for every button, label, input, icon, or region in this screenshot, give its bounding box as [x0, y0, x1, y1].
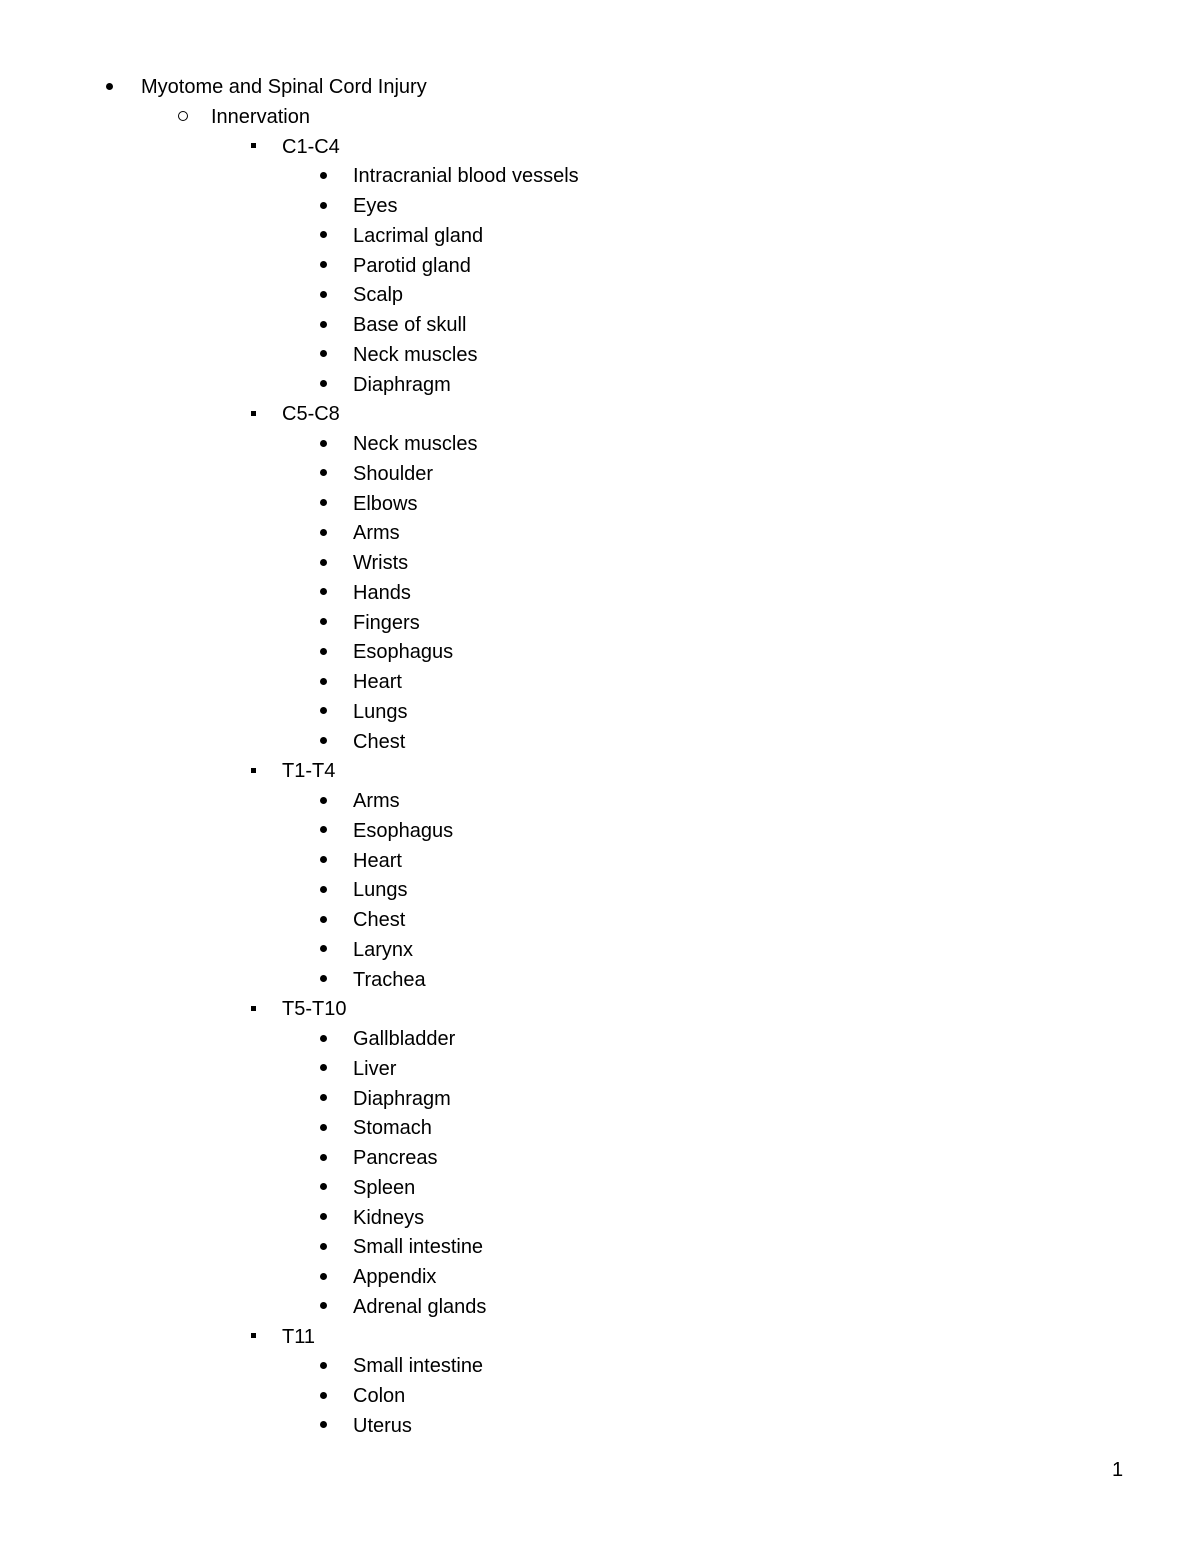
- bullet-dot-icon: [316, 579, 330, 607]
- list-item-text: Esophagus: [353, 819, 454, 842]
- bullet-dot-icon: [316, 371, 330, 399]
- bullet-dot-icon: [316, 162, 330, 190]
- bullet-dot-icon: [316, 1233, 330, 1261]
- list-item-text: Small intestine: [353, 1355, 484, 1378]
- list-item-text: Neck muscles: [353, 433, 478, 455]
- list-item-text: Liver: [353, 1057, 397, 1080]
- bullet-dot-icon: [316, 1382, 330, 1410]
- bullet-dot-icon: [316, 1174, 330, 1202]
- list-item-text: Lungs: [353, 700, 408, 723]
- list-item-text: Appendix: [353, 1266, 437, 1288]
- list-item-text: Chest: [353, 730, 406, 753]
- list-item-text: Diaphragm: [353, 1087, 451, 1110]
- list-item-text: Uterus: [353, 1414, 412, 1437]
- bullet-dot-icon: [316, 1085, 330, 1113]
- bullet-dot-icon: [102, 73, 116, 101]
- bullet-dot-icon: [316, 847, 330, 875]
- list-item-text: Larynx: [353, 938, 414, 961]
- bullet-dot-icon: [316, 281, 330, 309]
- list-item-text: Trachea: [353, 968, 426, 991]
- bullet-square-icon: [246, 133, 260, 161]
- bullet-dot-icon: [316, 728, 330, 756]
- bullet-dot-icon: [316, 668, 330, 696]
- list-item-text: Wrists: [353, 552, 409, 574]
- list-item-text: Kidneys: [353, 1206, 425, 1229]
- bullet-dot-icon: [316, 430, 330, 458]
- list-item-text: Stomach: [353, 1117, 432, 1140]
- list-item-text: Colon: [353, 1385, 406, 1407]
- bullet-dot-icon: [316, 490, 330, 518]
- list-item-text: Heart: [353, 849, 402, 872]
- bullet-dot-icon: [316, 1055, 330, 1083]
- list-item-text: Esophagus: [353, 641, 454, 664]
- bullet-square-icon: [246, 1323, 260, 1351]
- segment-label-text: T11: [282, 1325, 315, 1348]
- bullet-dot-icon: [316, 311, 330, 339]
- list-item-text: Gallbladder: [353, 1028, 456, 1050]
- segment-label-text: C5-C8: [282, 403, 340, 426]
- bullet-dot-icon: [316, 817, 330, 845]
- bullet-dot-icon: [316, 549, 330, 577]
- list-item-text: Small intestine: [353, 1236, 484, 1259]
- bullet-dot-icon: [316, 1293, 330, 1321]
- list-item-text: Heart: [353, 671, 402, 693]
- list-item-text: Arms: [353, 790, 400, 812]
- list-item-text: Eyes: [353, 195, 398, 217]
- list-item-text: Hands: [353, 581, 411, 604]
- segment-label-text: T1-T4: [282, 760, 336, 783]
- bullet-dot-icon: [316, 1114, 330, 1142]
- bullet-dot-icon: [316, 906, 330, 934]
- bullet-dot-icon: [316, 460, 330, 488]
- bullet-dot-icon: [316, 1204, 330, 1232]
- list-item-text: Diaphragm: [353, 373, 451, 396]
- page-number: 1: [1112, 1459, 1124, 1481]
- list-item-text: Lungs: [353, 879, 408, 902]
- list-item-text: Parotid gland: [353, 254, 471, 277]
- bullet-dot-icon: [316, 787, 330, 815]
- list-item-text: Fingers: [353, 611, 420, 634]
- list-item-text: Lacrimal gland: [353, 224, 484, 247]
- list-item-text: Adrenal glands: [353, 1295, 487, 1318]
- list-item-text: Chest: [353, 909, 406, 931]
- list-item-text: Shoulder: [353, 462, 434, 485]
- bullet-dot-icon: [316, 222, 330, 250]
- bullet-circle-icon: [176, 103, 190, 131]
- bullet-dot-icon: [316, 1025, 330, 1053]
- bullet-dot-icon: [316, 876, 330, 904]
- bullet-dot-icon: [316, 698, 330, 726]
- segment-label-text: T5-T10: [282, 998, 347, 1021]
- bullet-square-icon: [246, 400, 260, 428]
- outline-heading-text: Myotome and Spinal Cord Injury: [141, 76, 427, 98]
- list-item-text: Intracranial blood vessels: [353, 165, 579, 188]
- list-item-text: Spleen: [353, 1176, 416, 1199]
- list-item-text: Elbows: [353, 492, 418, 515]
- bullet-dot-icon: [316, 519, 330, 547]
- list-item-text: Pancreas: [353, 1147, 438, 1169]
- bullet-dot-icon: [316, 192, 330, 220]
- bullet-dot-icon: [316, 1263, 330, 1291]
- bullet-dot-icon: [316, 936, 330, 964]
- segment-label-text: C1-C4: [282, 135, 340, 158]
- list-item-text: Scalp: [353, 284, 404, 307]
- bullet-dot-icon: [316, 252, 330, 280]
- bullet-dot-icon: [316, 341, 330, 369]
- list-item-text: Neck muscles: [353, 343, 478, 366]
- bullet-dot-icon: [316, 1352, 330, 1380]
- bullet-dot-icon: [316, 1144, 330, 1172]
- bullet-dot-icon: [316, 966, 330, 994]
- outline-subheading-text: Innervation: [211, 105, 310, 128]
- bullet-dot-icon: [316, 1412, 330, 1440]
- bullet-square-icon: [246, 757, 260, 785]
- list-item-text: Base of skull: [353, 314, 467, 336]
- list-item-text: Arms: [353, 522, 400, 545]
- bullet-square-icon: [246, 995, 260, 1023]
- bullet-dot-icon: [316, 609, 330, 637]
- bullet-dot-icon: [316, 638, 330, 666]
